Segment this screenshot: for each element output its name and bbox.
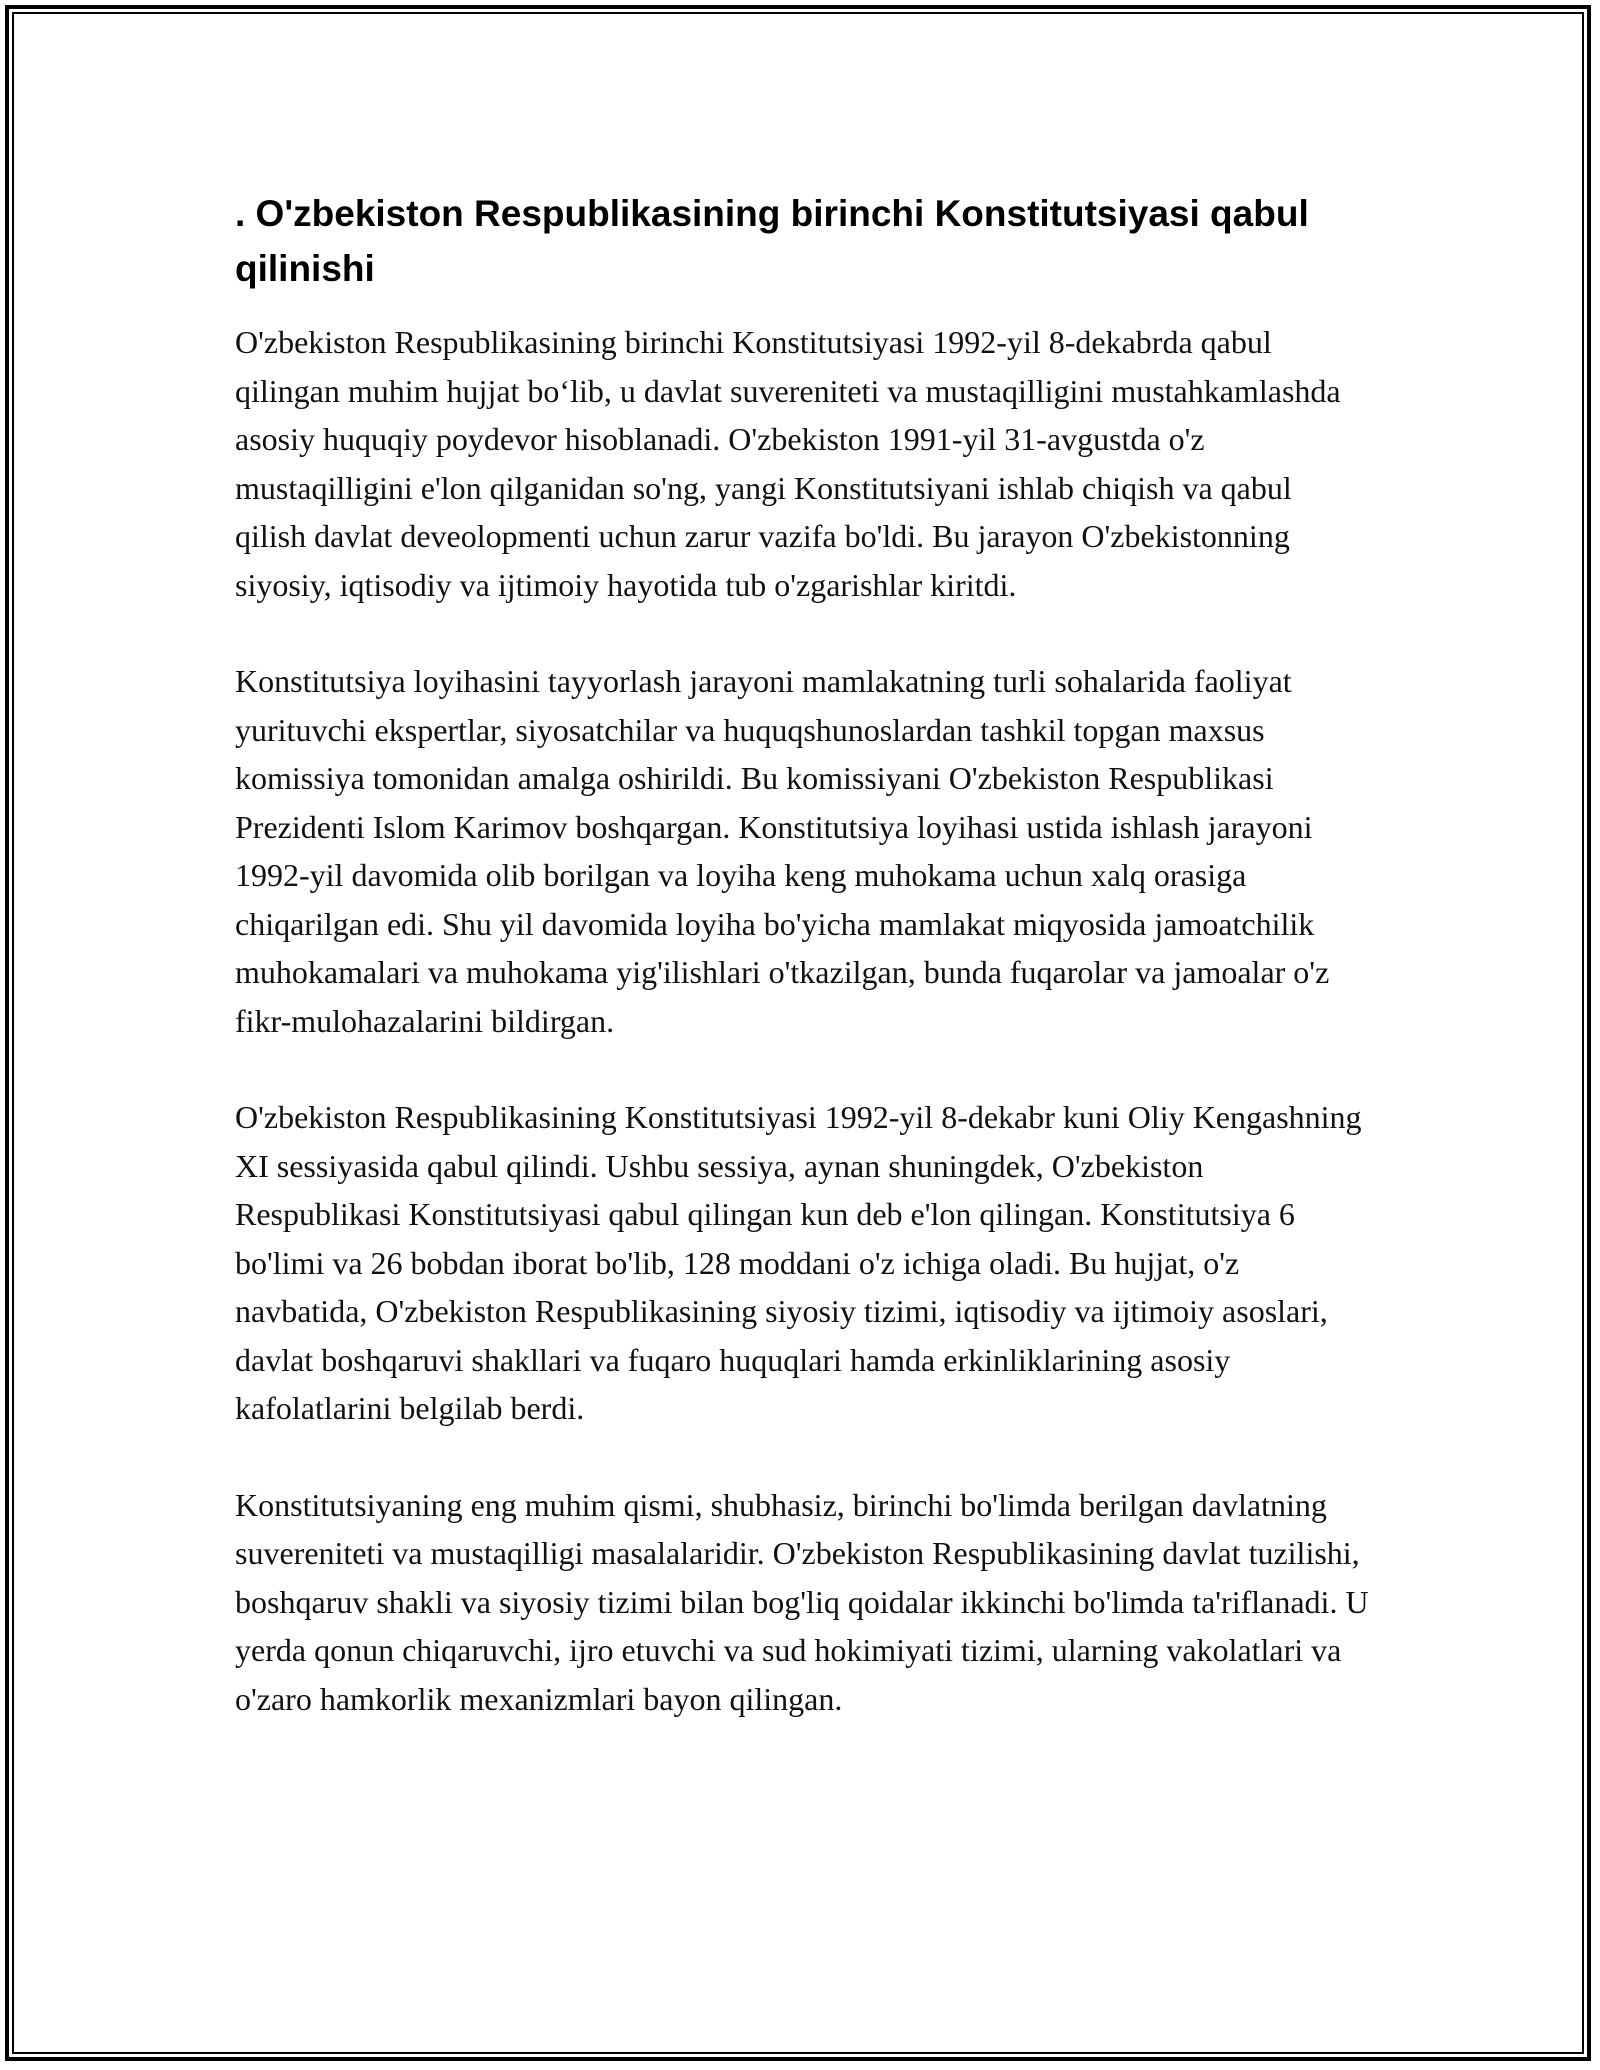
paragraph-4: Konstitutsiyaning eng muhim qismi, shubhasiz, birinchi bo'limda berilgan davlatning suvereniteti va mustaqilligi masalalaridir. O'zbekiston Respublikasining davlat tuzilishi, boshqaruv shakli va siyosiy tizimi bilan bog'liq qoidalar ikkinchi bo'limda ta'riflanadi. U yerda qonun chiqaruvchi, ijro etuvchi va sud hokimiyati tizimi, ularning vakolatlari va o'zaro hamkorlik mexanizmlari bayon qilingan. [235,1486,1369,1717]
document-title: . O'zbekiston Respublikasining birinchi Konstitutsiyasi qabul qilinishi [235,193,1309,289]
paragraph-2: Konstitutsiya loyihasini tayyorlash jarayoni mamlakatning turli sohalarida faoliyat yurituvchi ekspertlar, siyosatchilar va huquqshunoslardan tashkil topgan maxsus komissiya tomonidan amalga oshirildi. Bu komissiyani O'zbekiston Respublikasi Prezidenti Islom Karimov boshqargan. Konstitutsiya loyihasi ustida ishlash jarayoni 1992-yil davomida olib borilgan va loyiha keng muhokama uchun xalq orasiga chiqarilgan edi. Shu yil davomida loyiha bo'yicha mamlakat miqyosida jamoatchilik muhokamalari va muhokama yig'ilishlari o'tkazilgan, bunda fuqarolar va jamoalar o'z fikr-mulohazalarini bildirgan. [235,663,1330,1039]
paragraph-1: O'zbekiston Respublikasining birinchi Konstitutsiyasi 1992-yil 8-dekabrda qabul qilingan muhim hujjat bo‘lib, u davlat suvereniteti va mustaqilligini mustahkamlashda asosiy huquqiy poydevor hisoblanadi. O'zbekiston 1991-yil 31-avgustda o'z mustaqilligini e'lon qilganidan so'ng, yangi Konstitutsiyani ishlab chiqish va qabul qilish davlat deveolopmenti uchun zarur vazifa bo'ldi. Bu jarayon O'zbekistonning siyosiy, iqtisodiy va ijtimoiy hayotida tub o'zgarishlar kiritdi. [235,324,1341,603]
paragraph-3: O'zbekiston Respublikasining Konstitutsiyasi 1992-yil 8-dekabr kuni Oliy Kengashning XI sessiyasida qabul qilindi. Ushbu sessiya, aynan shuningdek, O'zbekiston Respublikasi Konstitutsiyasi qabul qilingan kun deb e'lon qilingan. Konstitutsiya 6 bo'limi va 26 bobdan iborat bo'lib, 128 moddani o'z ichiga oladi. Bu hujjat, o'z navbatida, O'zbekiston Respublikasining siyosiy tizimi, iqtisodiy va ijtimoiy asoslari, davlat boshqaruvi shakllari va fuqaro huquqlari hamda erkinliklarining asosiy kafolatlarini belgilab berdi. [235,1099,1362,1426]
document-body [235,186,1370,1771]
